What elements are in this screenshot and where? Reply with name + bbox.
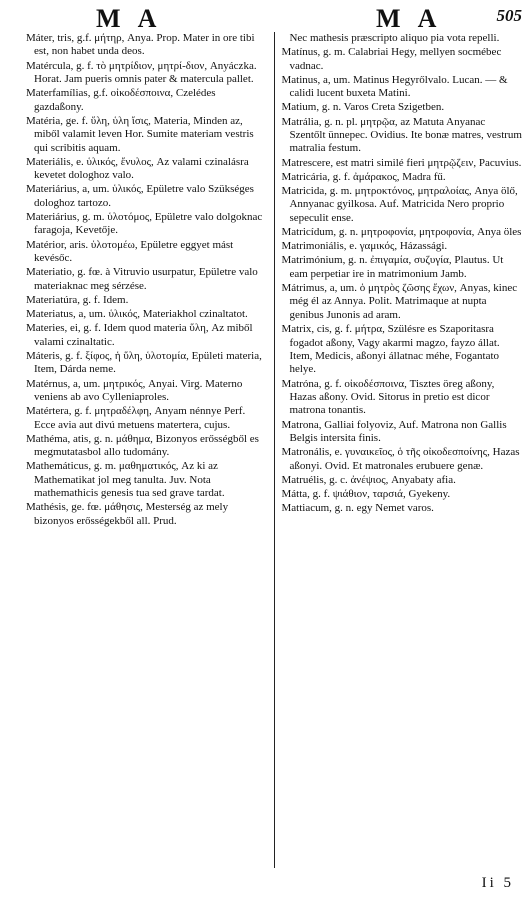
dictionary-entry: Matricida, g. m. μητροκτόνος, μητραλοίας, Anya ölő, Annyanac gyilkosa. Auf. Matricida Nero proprio sepeculit ense. xyxy=(281,185,518,224)
dictionary-entry: Materies, ei, g. f. Idem quod materia ὕλη, Az miből valami czinaltatic. xyxy=(26,322,253,348)
two-column-body xyxy=(26,32,522,868)
dictionary-entry: Matinus, a, um. Matinus Hegyrőlvalo. Lucan. — & calidi lucent buxeta Matini. xyxy=(281,73,508,100)
running-head-left: M A xyxy=(96,4,163,33)
dictionary-entry: Matérior, aris. ὑλοτομέω, Epületre eggyet mást kevésőc. xyxy=(26,238,234,265)
page-number: 505 xyxy=(496,6,522,25)
dictionary-entry: Matrimónium, g. n. ἐπιγαμία, συζυγία, Plautus. Ut eam perpetiar ire in matrimonium Jamb. xyxy=(281,254,504,280)
dictionary-entry: Matruélis, g. c. ἀνέψιος, Anyabaty afia. xyxy=(281,473,456,486)
page-header xyxy=(26,6,522,32)
dictionary-entry: Materiárius, a, um. ὑλικός, Epületre valo Szükséges dologhoz tartozo. xyxy=(26,183,254,209)
dictionary-entry: Matróna, g. f. οἰκοδέσποινα, Tisztes öreg aßony, Hazas aßony. Ovid. Sitorus in pretio est dicor matrona tonantis. xyxy=(281,377,495,417)
dictionary-entry: Matricária, g. f. ἀμάρακος, Madra fű. xyxy=(281,170,446,183)
running-head-right: M A xyxy=(376,4,443,33)
dictionary-entry: Matricídum, g. n. μητροφονία, μητροφονία, Anya öles xyxy=(281,226,522,239)
dictionary-entry: Máter, tris, g.f. μήτηρ, Anya. Prop. Mater in ore tibi est, non habet unda deos. xyxy=(26,32,255,58)
dictionary-entry: Mathésis, ge. fœ. μάθησις, Mesterség az mely bizonyos erősségekből all. Prud. xyxy=(26,501,229,527)
dictionary-entry: Matrimoniális, e. γαμικός, Házassági. xyxy=(281,240,448,253)
dictionary-entry: Mattiacum, g. n. egy Nemet varos. xyxy=(281,502,434,515)
column-divider xyxy=(274,32,275,868)
right-column xyxy=(276,32,522,868)
signature-mark: Ii 5 xyxy=(481,875,514,891)
dictionary-entry: Matérnus, a, um. μητρικός, Anyai. Virg. Materno veniens ab avo Cylleniaproles. xyxy=(26,377,243,403)
dictionary-entry: Materiárius, g. m. ὑλοτόμος, Epületre valo dolgoknac faragoja, Kevetője. xyxy=(26,211,263,237)
dictionary-entry: Materiatus, a, um. ὑλικός, Materiakhol czinaltatot. xyxy=(26,308,248,321)
dictionary-entry: Matium, g. n. Varos Creta Szigetben. xyxy=(281,101,445,114)
dictionary-entry: Matrix, cis, g. f. μήτρα, Szülésre es Szaporitasra fogadot aßony, Vagy akarmi magzo, fayzo állat. Item, Medicis, aßonyi állatnac méhe, Fogantato helye. xyxy=(281,323,500,376)
dictionary-entry: Materiatio, g. fœ. à Vitruvio usurpatur, Epületre valo materiaknac meg sérzése. xyxy=(26,266,258,292)
dictionary-entry: Mátta, g. f. ψιάθιον, ταρσιά, Gyekeny. xyxy=(281,487,451,500)
dictionary-entry: Mathemáticus, g. m. μαθηματικός, Az ki az Mathematikat jol meg tanulta. Juv. Nota mathemathicis genesis tua sed grave tardat. xyxy=(26,460,225,500)
dictionary-entry: Matrescere, est matri similé fieri μητρῷζειν, Pacuvius. xyxy=(281,156,522,169)
dictionary-entry: Materiatúra, g. f. Idem. xyxy=(26,293,129,306)
dictionary-entry: Mátrimus, a, um. ὁ μητρὸς ζῶσης ἔχων, Anyas, kinec még él az Annya. Polit. Matrimaque at nupta genibus Junonis ad aram. xyxy=(281,282,518,321)
dictionary-entry: Matínus, g. m. Calabriai Hegy, mellyen socmébec vadnac. xyxy=(281,46,502,72)
dictionary-entry: Materfamílias, g.f. οἰκοδέσποινα, Czelédes gazdaßony. xyxy=(26,87,216,113)
dictionary-entry: Nec mathesis præscripto aliquo pia vota repelli. xyxy=(289,32,500,44)
dictionary-entry: Matértera, g. f. μητραδέλφη, Anyam nénnye Perf. Ecce avia aut divú metuens matertera, cujus. xyxy=(26,405,246,431)
dictionary-entry: Matrona, Galliai folyoviz, Auf. Matrona non Gallis Belgis intersita finis. xyxy=(281,418,507,444)
dictionary-entry: Matronális, e. γυναικεῖος, ὁ τῆς οἰκοδεσποίνης, Hazas aßonyi. Ovid. Et matronales erubuere genæ. xyxy=(281,446,520,472)
dictionary-entry: Mathéma, atis, g. n. μάθημα, Bizonyos erősségből es megmutatasbol allo tudomány. xyxy=(26,432,259,459)
dictionary-entry: Materiális, e. ὑλικός, ἔνυλος, Az valami czinalásra kevetet dologhoz valo. xyxy=(26,155,249,182)
left-column xyxy=(26,32,272,868)
dictionary-entry: Matrália, g. n. pl. μητρῷα, az Matuta Anyanac Szentőlt ünnepec. Ovidius. Ite bonæ matres, vestrum matralia festum. xyxy=(281,115,522,155)
dictionary-entry: Matércula, g. f. τὸ μητρίδιον, μητρί-διον, Anyáczka. Horat. Jam pueris omnis pater & matercula pallet. xyxy=(26,59,257,86)
dictionary-entry: Máteris, g. f. ξίφος, ἡ ὕλη, ὑλοτομία, Epületi materia, Item, Dárda neme. xyxy=(26,349,262,376)
dictionary-entry: Matéria, ge. f. ὕλη, ὑλη ἴσις, Materia, Minden az, miből valamit leven Hor. Sumite materiam vestris qui scribitis aquam. xyxy=(26,114,254,154)
